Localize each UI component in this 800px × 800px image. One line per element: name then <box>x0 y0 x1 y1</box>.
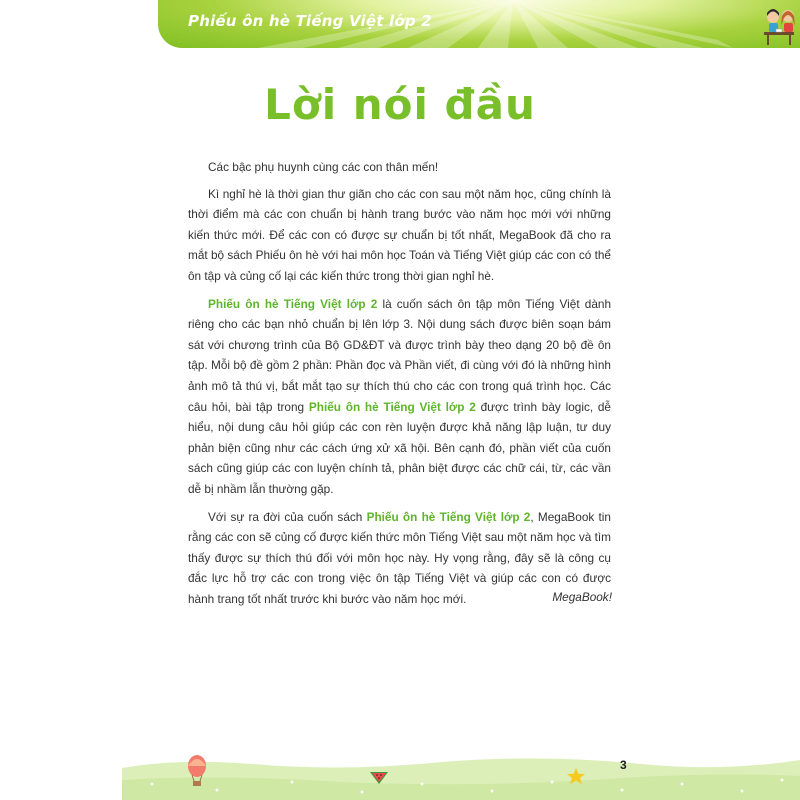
signature: MegaBook! <box>552 590 612 604</box>
grass-footer <box>122 744 800 800</box>
paragraph-text: , MegaBook tin rằng các con sẽ củng cố được kiến thức môn Tiếng Việt sau một năm học và tìm thấy được sự thích thú đối với môn học này. Hy vọng rằng, đây sẽ là công cụ đắc lực hỗ trợ các con trong việc ôn tập Tiếng Việt và giúp các con có được hành trang tốt nhất trước khi bước vào năm học mới. <box>188 509 611 606</box>
kids-illustration-icon <box>762 4 800 46</box>
header-title: Phiếu ôn hè Tiếng Việt lớp 2 <box>188 12 432 30</box>
paragraph-text: là cuốn sách ôn tập môn Tiếng Việt dành riêng cho các bạn nhỏ chuẩn bị lên lớp 3. Nội dung sách được biên soạn bám sát với chương trình của Bộ GD&ĐT và được trình bày theo dạng 20 bộ đề ôn tập. Mỗi bộ đề gồm 2 phần: Phần đọc và Phần viết, đi cùng với đó là những hình ảnh mô tả thú vị, bắt mắt tạo sự thích thú cho các con trong quá trình học. Các câu hỏi, bài tập trong <box>188 296 611 414</box>
paragraph-text: được trình bày logic, dễ hiểu, nội dung câu hỏi giúp các con rèn luyện được khả năng lập luận, tư duy phản biện cũng như các cách ứng xử xã hội. Bên cạnh đó, phần viết của cuốn sách cũng giúp các con luyện chính tả, phân biệt được các chữ cái, từ, các vần dễ bị nhầm lẫn thường gặp. <box>188 399 611 496</box>
intro-paragraph: Kì nghỉ hè là thời gian thư giãn cho các con sau một năm học, cũng chính là thời điểm mà các con chuẩn bị hành trang bước vào năm học mới với những kiến thức mới. Để các con có được sự chuẩn bị tốt nhất, MegaBook đã cho ra mắt bộ sách Phiếu ôn hè với hai môn học Toán và Tiếng Việt giúp các con có thể ôn tập và củng cố lại các kiến thức trong thời gian nghỉ hè. <box>188 186 611 283</box>
page-title: Lời nói đầu <box>264 80 536 129</box>
greeting-paragraph: Các bậc phụ huynh cùng các con thân mến! <box>208 160 439 174</box>
header-band <box>158 0 800 48</box>
book-description-paragraph <box>188 294 611 500</box>
book-title-highlight: Phiếu ôn hè Tiếng Việt lớp 2 <box>366 509 531 524</box>
page-number: 3 <box>620 758 627 772</box>
book-title-highlight: Phiếu ôn hè Tiếng Việt lớp 2 <box>308 399 476 414</box>
preface-text <box>188 157 611 616</box>
paragraph-text: Với sự ra đời của cuốn sách <box>208 509 367 524</box>
book-title-highlight: Phiếu ôn hè Tiếng Việt lớp 2 <box>208 296 378 311</box>
